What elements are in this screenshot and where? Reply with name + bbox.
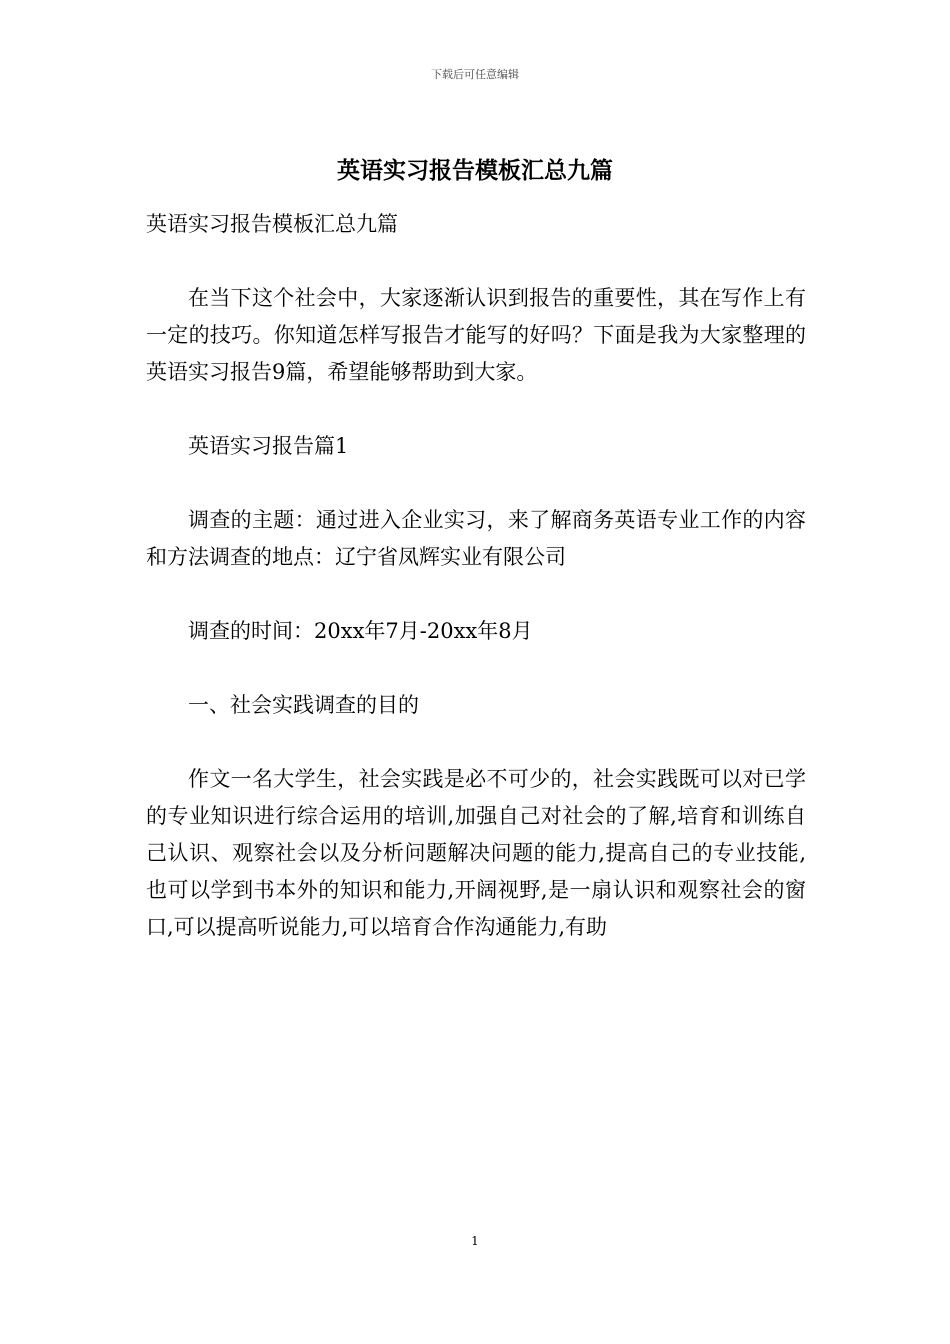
page-number: 1 xyxy=(471,1234,479,1248)
document-body xyxy=(146,206,806,983)
body-paragraph-subtitle: 英语实习报告模板汇总九篇 xyxy=(146,212,398,236)
body-paragraph-survey-time: 调查的时间：20xx年7月-20xx年8月 xyxy=(188,619,533,643)
document-title: 英语实习报告模板汇总九篇 xyxy=(337,157,613,184)
body-paragraph-purpose-heading: 一、社会实践调查的目的 xyxy=(188,693,419,717)
body-paragraph-purpose-text: 作文一名大学生，社会实践是必不可少的，社会实践既可以对已学的专业知识进行综合运用的培训,加强自己对社会的了解,培育和训练自己认识、观察社会以及分析问题解决问题的能力,提高自己的专业技能,也可以学到书本外的知识和能力,开阔视野,是一扇认识和观察社会的窗口,可以提高听说能力,可以培育合作沟通能力,有助 xyxy=(146,767,806,939)
page-header-note: 下载后可任意编辑 xyxy=(431,68,519,81)
body-paragraph-intro: 在当下这个社会中，大家逐渐认识到报告的重要性，其在写作上有一定的技巧。你知道怎样写报告才能写的好吗？下面是我为大家整理的英语实习报告9篇，希望能够帮助到大家。 xyxy=(146,286,806,384)
body-paragraph-survey-topic: 调查的主题：通过进入企业实习，来了解商务英语专业工作的内容和方法调查的地点：辽宁省凤辉实业有限公司 xyxy=(146,508,806,569)
body-paragraph-section-heading: 英语实习报告篇1 xyxy=(188,434,349,458)
